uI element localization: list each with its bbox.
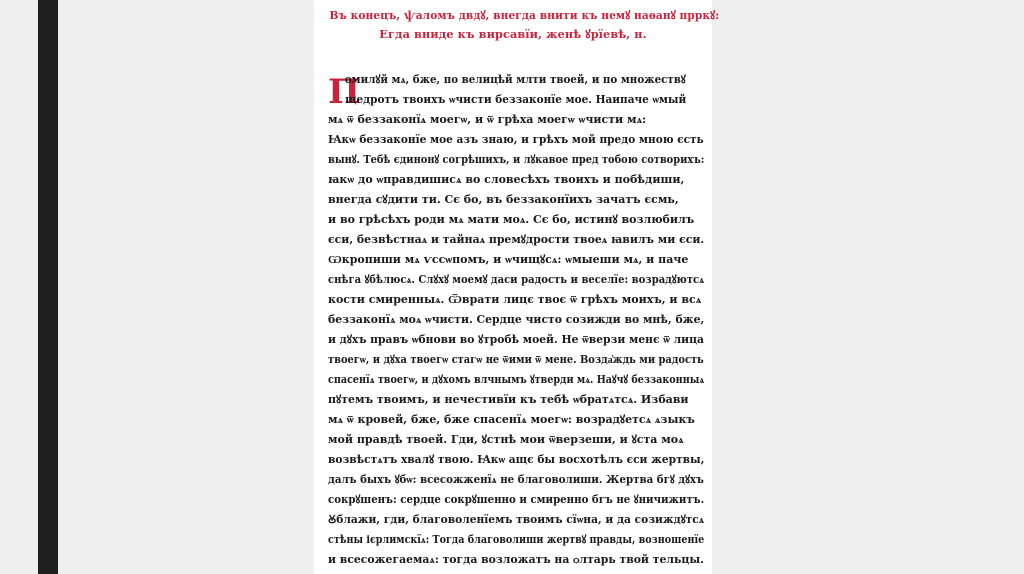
body-line: снѣга ꙋбѣлюсѧ. Слꙋхꙋ моемꙋ даси радость и веселїе: возрадꙋютсѧ	[328, 273, 705, 286]
body-line: и во грѣсѣхъ роди мѧ мати моѧ. Сє бо, истинꙋ возлюбилъ	[328, 213, 695, 226]
heading-line: Въ конецъ, ѱаломъ двдꙋ, внегда внити къ немꙋ наѳанꙋ прркꙋ:	[329, 8, 720, 22]
body-line: стѣны ієрлимскїѧ: Тогда благоволиши жертвꙋ правды, возношенїе	[328, 533, 705, 546]
body-line: внегда сꙋдити ти. Сє бо, въ беззаконїихъ зачатъ єсмь,	[328, 193, 679, 206]
body-line: и дꙋхъ правъ ѡбнови во ꙋтробѣ моей. Не ѿверзи менє ѿ лица	[328, 333, 704, 346]
body-line: твоегѡ, и дꙋха твоегѡ стагѡ не ѿими ѿ мене. Возда҆ждь ми радость	[328, 353, 704, 366]
body-line: спасенїѧ твоегѡ, и дꙋхомъ влчнымъ ꙋтверди мѧ. Наꙋчꙋ беззаконныѧ	[328, 373, 705, 386]
heading-line: Егда вниде къ вирсавїи, женѣ ꙋрїевѣ, н.	[379, 27, 647, 41]
body-line: єси, безвѣстнаѧ и тайнаѧ премꙋдрости твоеѧ ꙗвилъ ми єси.	[328, 233, 705, 246]
body-line: пꙋтемъ твоимъ, и нечестивїи къ тебѣ ѡбратѧтсѧ. Избави	[328, 393, 689, 406]
psalm-heading	[314, 6, 720, 44]
psalm-page	[314, 0, 720, 574]
psalm-body	[328, 70, 704, 570]
body-line: мѧ ѿ кровей, бже, бже спасенїѧ моегѡ: возрадꙋетсѧ ѧзыкъ	[328, 413, 695, 426]
body-line: Ꙗкѡ беззаконїе мое азъ знаю, и грѣхъ мой предо мною єсть	[328, 133, 704, 146]
body-line: и всесожегаемаѧ: тогда возложатъ на ѻлтарь твой тельцы.	[328, 553, 704, 566]
body-line: сокрꙋшенъ: сердце сокрꙋшенно и смиренно бгъ не ꙋничижитъ.	[328, 493, 705, 506]
body-line: далъ быхъ ꙋбѡ: всесожженїѧ не благоволиши. Жертва бгꙋ дꙋхъ	[328, 473, 704, 486]
body-line: беззаконїѧ моѧ ѡчисти. Сердце чисто созижди во мнѣ, бже,	[328, 313, 705, 326]
body-line: щедротъ твоихъ ѡчисти беззаконїе мое. Наипаче ѡмый	[345, 93, 687, 106]
body-line: ꙗкѡ до ѡправдишисѧ во словесѣхъ твоихъ и побѣдиши,	[328, 173, 685, 186]
body-line: кости смиренныѧ. Ѿврати лицє твоє ѿ грѣхъ моихъ, и всѧ	[328, 293, 702, 306]
body-line: Ꙋблажи, гди, благоволенїемъ твоимъ сїѡна, и да созиждꙋтсѧ	[328, 513, 705, 526]
body-line: Ѡкропиши мѧ ѵссѡпомъ, и ѡчищꙋсѧ: ѡмыеши мѧ, и паче	[328, 253, 689, 266]
body-line: мой правдѣ твоей. Гди, ꙋстнѣ мои ѿверзеши, и ꙋста моѧ	[328, 433, 684, 446]
body-line: мѧ ѿ беззаконїѧ моегѡ, и ѿ грѣха моегѡ ѡчисти мѧ:	[328, 113, 647, 126]
body-line: вынꙋ. Тебѣ єдинонꙋ согрѣшихъ, и лꙋкавое пред тобою сотворихъ:	[328, 153, 705, 166]
slide-left-bar	[38, 0, 58, 574]
body-line: возвѣстѧтъ хвалꙋ твою. Ꙗкѡ ащє бы восхотѣлъ єси жертвы,	[328, 453, 705, 466]
body-line: омилꙋй мѧ, бже, по велицѣй млти твоей, и по множествꙋ	[344, 73, 686, 86]
drop-cap: П	[328, 72, 361, 112]
